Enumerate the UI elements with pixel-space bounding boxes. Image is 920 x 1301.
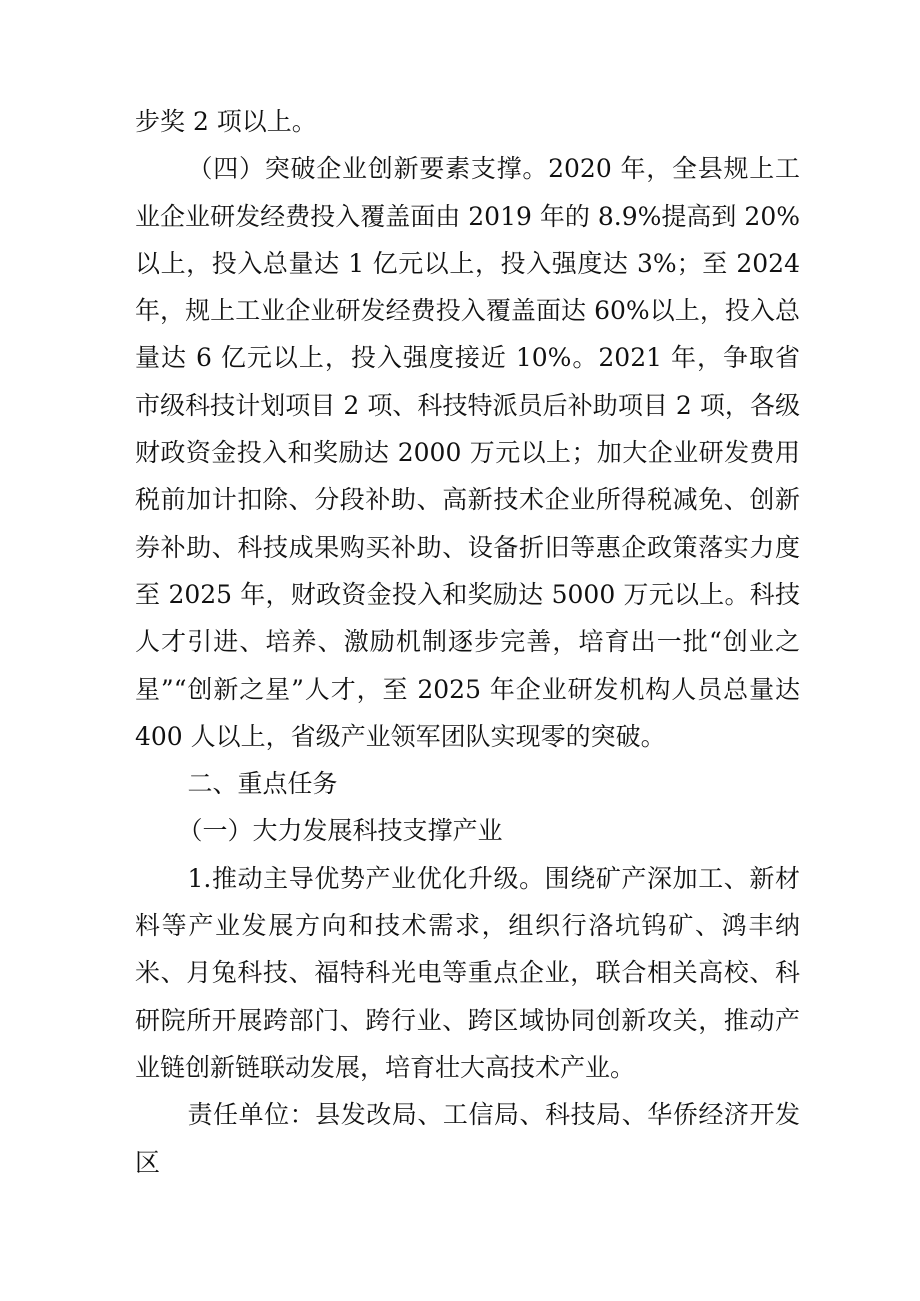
subsection-heading-tech-industry: （一）大力发展科技支撑产业 [177,816,503,846]
section-heading-key-tasks: 二、重点任务 [187,769,338,799]
paragraph-innovation-support: （四）突破企业创新要素支撑。2020 年，全县规上工业企业研发经费投入覆盖面由 2019 年的 8.9%提高到 20%以上，投入总量达 1 亿元以上，投入强度达 3%；至 2024 年，规上工业企业研发经费投入覆盖面达 60%以上，投入总量达 6 亿元以上，投入强度接近 10%。2021 年，争取省市级科技计划项目 2 项、科技特派员后补助项目 2 项，各级财政资金投入和奖励达 2000 万元以上；加大企业研发费用税前加计扣除、分段补助、高新技术企业所得税减免、创新券补助、科技成果购买补助、设备折旧等惠企政策落实力度至 2025 年，财政资金投入和奖励达 5000 万元以上。科技人才引进、培养、激励机制逐步完善，培育出一批“创业之星”“创新之星”人才，至 2025 年企业研发机构人员总量达 400 人以上，省级产业领军团队实现零的突破。 [135,154,800,751]
paragraph-continuation: 步奖 2 项以上。 [135,107,317,136]
document-page [135,98,800,1186]
paragraph-industry-upgrade: 1.推动主导优势产业优化升级。围绕矿产深加工、新材料等产业发展方向和技术需求，组织行洛坑钨矿、鸿丰纳米、月兔科技、福特科光电等重点企业，联合相关高校、科研院所开展跨部门、跨行业、跨区域协同创新攻关，推动产业链创新链联动发展，培育壮大高技术产业。 [135,863,800,1082]
paragraph-responsible-units: 责任单位：县发改局、工信局、科技局、华侨经济开发区 [135,1100,800,1177]
